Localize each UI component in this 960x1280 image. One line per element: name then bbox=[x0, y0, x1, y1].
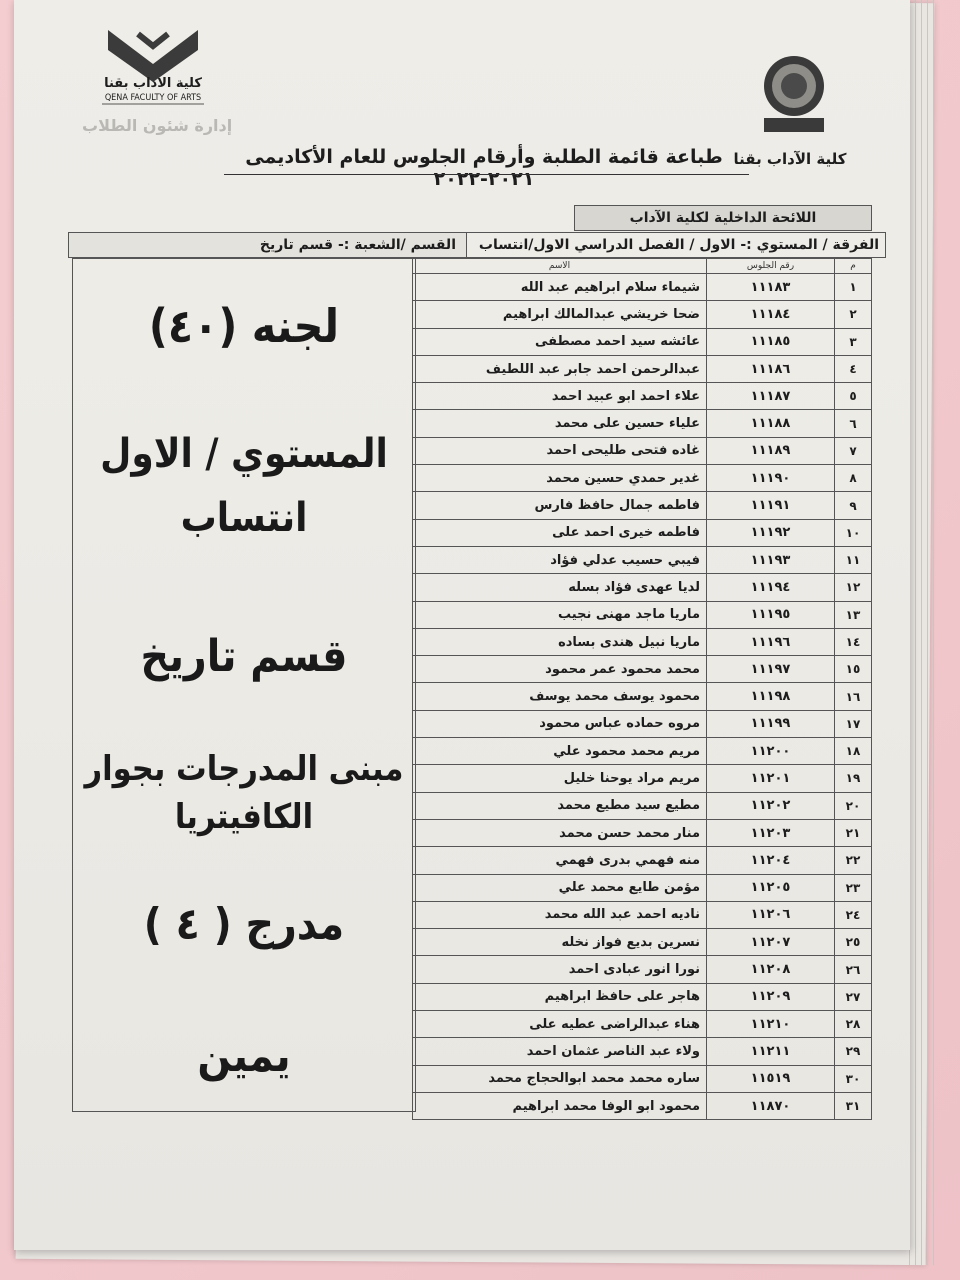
table-row bbox=[413, 1038, 872, 1065]
side-note: يمين bbox=[197, 1031, 291, 1082]
department-note: قسم تاريخ bbox=[140, 631, 348, 682]
row-index: ١٣ bbox=[835, 601, 872, 628]
roster-body bbox=[413, 274, 872, 1120]
table-row bbox=[413, 929, 872, 956]
row-index: ٤ bbox=[835, 355, 872, 382]
table-row bbox=[413, 574, 872, 601]
table-row bbox=[413, 383, 872, 410]
seat-number: ١١١٩١ bbox=[707, 492, 835, 519]
table-row bbox=[413, 301, 872, 328]
seat-number: ١١١٩٥ bbox=[707, 601, 835, 628]
student-name: محمود يوسف محمد يوسف bbox=[413, 683, 707, 710]
seat-number: ١١١٩٧ bbox=[707, 656, 835, 683]
student-name: غاده فتحى طليحى احمد bbox=[413, 437, 707, 464]
table-row bbox=[413, 465, 872, 492]
row-index: ١٥ bbox=[835, 656, 872, 683]
student-name: نورا انور عبادى احمد bbox=[413, 956, 707, 983]
seat-number: ١١٢٠٠ bbox=[707, 738, 835, 765]
row-index: ١٧ bbox=[835, 710, 872, 737]
student-name: فاطمه خيرى احمد على bbox=[413, 519, 707, 546]
row-index: ١ bbox=[835, 274, 872, 301]
seat-number: ١١٢١١ bbox=[707, 1038, 835, 1065]
student-name: ولاء عبد الناصر عثمان احمد bbox=[413, 1038, 707, 1065]
table-row bbox=[413, 1011, 872, 1038]
row-index: ٢٨ bbox=[835, 1011, 872, 1038]
row-index: ١٨ bbox=[835, 738, 872, 765]
student-name: منه فهمي بدرى فهمي bbox=[413, 847, 707, 874]
seat-number: ١١١٩٦ bbox=[707, 628, 835, 655]
student-name: منار محمد حسن محمد bbox=[413, 819, 707, 846]
table-row bbox=[413, 519, 872, 546]
table-row bbox=[413, 819, 872, 846]
student-roster-table bbox=[412, 258, 872, 1120]
seat-number: ١١٢٠١ bbox=[707, 765, 835, 792]
table-row bbox=[413, 792, 872, 819]
paper-stack-edges bbox=[905, 0, 945, 1265]
seat-number: ١١١٨٤ bbox=[707, 301, 835, 328]
seat-number: ١١٢٠٥ bbox=[707, 874, 835, 901]
title-underline bbox=[224, 174, 749, 175]
student-name: غدير حمدي حسين محمد bbox=[413, 465, 707, 492]
table-row bbox=[413, 492, 872, 519]
student-name: ماريا نبيل هندى بساده bbox=[413, 628, 707, 655]
seat-number: ١١١٨٦ bbox=[707, 355, 835, 382]
row-index: ٥ bbox=[835, 383, 872, 410]
student-name: نسرين بديع فواز نخله bbox=[413, 929, 707, 956]
seat-number: ١١١٨٨ bbox=[707, 410, 835, 437]
row-index: ٢٢ bbox=[835, 847, 872, 874]
row-index: ٣٠ bbox=[835, 1065, 872, 1092]
seat-number: ١١٢٠٧ bbox=[707, 929, 835, 956]
column-header-name: الاسم bbox=[413, 259, 707, 274]
student-name: مروه حماده عباس محمود bbox=[413, 710, 707, 737]
seat-number: ١١١٨٩ bbox=[707, 437, 835, 464]
row-index: ٢٦ bbox=[835, 956, 872, 983]
table-row bbox=[413, 874, 872, 901]
table-row bbox=[413, 274, 872, 301]
student-name: مطيع سيد مطيع محمد bbox=[413, 792, 707, 819]
row-index: ٢ bbox=[835, 301, 872, 328]
table-row bbox=[413, 1092, 872, 1119]
seat-number: ١١٢٠٨ bbox=[707, 956, 835, 983]
row-index: ١٢ bbox=[835, 574, 872, 601]
student-name: محمود ابو الوفا محمد ابراهيم bbox=[413, 1092, 707, 1119]
student-name: لديا عهدى فؤاد بسله bbox=[413, 574, 707, 601]
table-row bbox=[413, 656, 872, 683]
document-page bbox=[14, 0, 910, 1250]
seat-number: ١١٢٠٣ bbox=[707, 819, 835, 846]
student-name: عبدالرحمن احمد جابر عبد اللطيف bbox=[413, 355, 707, 382]
row-index: ٢٧ bbox=[835, 983, 872, 1010]
row-index: ٩ bbox=[835, 492, 872, 519]
info-row bbox=[68, 232, 886, 258]
student-name: شيماء سلام ابراهيم عبد الله bbox=[413, 274, 707, 301]
seat-number: ١١٢٠٢ bbox=[707, 792, 835, 819]
row-index: ٢٩ bbox=[835, 1038, 872, 1065]
regulation-label: اللائحة الداخلية لكلية الآداب bbox=[574, 205, 872, 231]
row-index: ٢٥ bbox=[835, 929, 872, 956]
table-row bbox=[413, 328, 872, 355]
seat-number: ١١٢٠٤ bbox=[707, 847, 835, 874]
student-name: ماريا ماجد مهنى نجيب bbox=[413, 601, 707, 628]
seat-number: ١١١٨٧ bbox=[707, 383, 835, 410]
row-index: ٢٤ bbox=[835, 901, 872, 928]
seat-number: ١١٢٠٦ bbox=[707, 901, 835, 928]
department-info: القسم /الشعبة :- قسم تاريخ bbox=[69, 233, 467, 257]
seat-number: ١١٢٠٩ bbox=[707, 983, 835, 1010]
hall-note: مدرج ( ٤ ) bbox=[143, 899, 345, 950]
table-row bbox=[413, 546, 872, 573]
university-emblem-icon bbox=[758, 52, 830, 138]
seat-number: ١١١٨٥ bbox=[707, 328, 835, 355]
table-row bbox=[413, 1065, 872, 1092]
row-index: ٧ bbox=[835, 437, 872, 464]
row-index: ٢١ bbox=[835, 819, 872, 846]
student-name: علاء احمد ابو عبيد احمد bbox=[413, 383, 707, 410]
row-index: ٨ bbox=[835, 465, 872, 492]
seat-number: ١١٢١٠ bbox=[707, 1011, 835, 1038]
table-row bbox=[413, 355, 872, 382]
student-name: محمد محمود عمر محمود bbox=[413, 656, 707, 683]
seat-number: ١١١٩٣ bbox=[707, 546, 835, 573]
row-index: ٢٣ bbox=[835, 874, 872, 901]
logo-caption-english: QENA FACULTY OF ARTS bbox=[104, 93, 202, 103]
row-index: ١١ bbox=[835, 546, 872, 573]
committee-note: لجنه (٤٠) bbox=[148, 299, 340, 353]
student-name: مريم محمد محمود علي bbox=[413, 738, 707, 765]
seat-number: ١١١٩٤ bbox=[707, 574, 835, 601]
student-name: علياء حسين على محمد bbox=[413, 410, 707, 437]
seat-number: ١١١٩٩ bbox=[707, 710, 835, 737]
row-index: ٦ bbox=[835, 410, 872, 437]
seat-number: ١١٥١٩ bbox=[707, 1065, 835, 1092]
seat-number: ١١١٨٣ bbox=[707, 274, 835, 301]
student-name: عائشه سيد احمد مصطفى bbox=[413, 328, 707, 355]
table-row bbox=[413, 710, 872, 737]
student-name: ناديه احمد عبد الله محمد bbox=[413, 901, 707, 928]
student-name: مؤمن طايع محمد علي bbox=[413, 874, 707, 901]
level-info: الفرقة / المستوي :- الاول / الفصل الدراسي الاول/انتساب bbox=[478, 237, 879, 253]
table-row bbox=[413, 901, 872, 928]
seat-number: ١١١٩٠ bbox=[707, 465, 835, 492]
student-name: هاجر على حافظ ابراهيم bbox=[413, 983, 707, 1010]
logo-caption-arabic: كلية الاداب بقنا bbox=[104, 76, 202, 91]
table-row bbox=[413, 410, 872, 437]
row-index: ١٩ bbox=[835, 765, 872, 792]
row-index: ٣ bbox=[835, 328, 872, 355]
student-name: مريم مراد يوحنا خليل bbox=[413, 765, 707, 792]
table-row bbox=[413, 956, 872, 983]
college-name: كلية الآداب بقنا bbox=[733, 150, 847, 168]
building-note-line2: الكافيتريا bbox=[174, 797, 314, 837]
table-row bbox=[413, 683, 872, 710]
table-row bbox=[413, 983, 872, 1010]
table-row bbox=[413, 738, 872, 765]
student-name: فاطمه جمال حافظ فارس bbox=[413, 492, 707, 519]
student-name: هناء عبدالراضى عطيه على bbox=[413, 1011, 707, 1038]
table-header-row bbox=[413, 259, 872, 274]
level-note: المستوي / الاول bbox=[100, 431, 388, 477]
row-index: ١٤ bbox=[835, 628, 872, 655]
row-index: ٣١ bbox=[835, 1092, 872, 1119]
row-index: ٢٠ bbox=[835, 792, 872, 819]
table-row bbox=[413, 847, 872, 874]
handwritten-notes-panel bbox=[72, 258, 416, 1112]
seat-number: ١١١٩٢ bbox=[707, 519, 835, 546]
page-title: طباعة قائمة الطلبة وأرقام الجلوس للعام الأكاديمى ٢٠٢١-٢٠٢٢ bbox=[245, 146, 723, 190]
row-index: ١٦ bbox=[835, 683, 872, 710]
student-name: ضحا خريشي عبدالمالك ابراهيم bbox=[413, 301, 707, 328]
table-row bbox=[413, 437, 872, 464]
seat-number: ١١١٩٨ bbox=[707, 683, 835, 710]
table-row bbox=[413, 601, 872, 628]
mode-note: انتساب bbox=[180, 495, 308, 541]
faded-admin-label: إدارة شئون الطلاب bbox=[82, 116, 233, 135]
student-name: فيبي حسيب عدلي فؤاد bbox=[413, 546, 707, 573]
student-name: ساره محمد محمد ابوالحجاج محمد bbox=[413, 1065, 707, 1092]
table-row bbox=[413, 765, 872, 792]
table-row bbox=[413, 628, 872, 655]
column-header-index: م bbox=[835, 259, 872, 274]
building-note-line1: مبنى المدرجات بجوار bbox=[84, 749, 404, 789]
row-index: ١٠ bbox=[835, 519, 872, 546]
seat-number: ١١٨٧٠ bbox=[707, 1092, 835, 1119]
column-header-seat-number: رقم الجلوس bbox=[707, 259, 835, 274]
